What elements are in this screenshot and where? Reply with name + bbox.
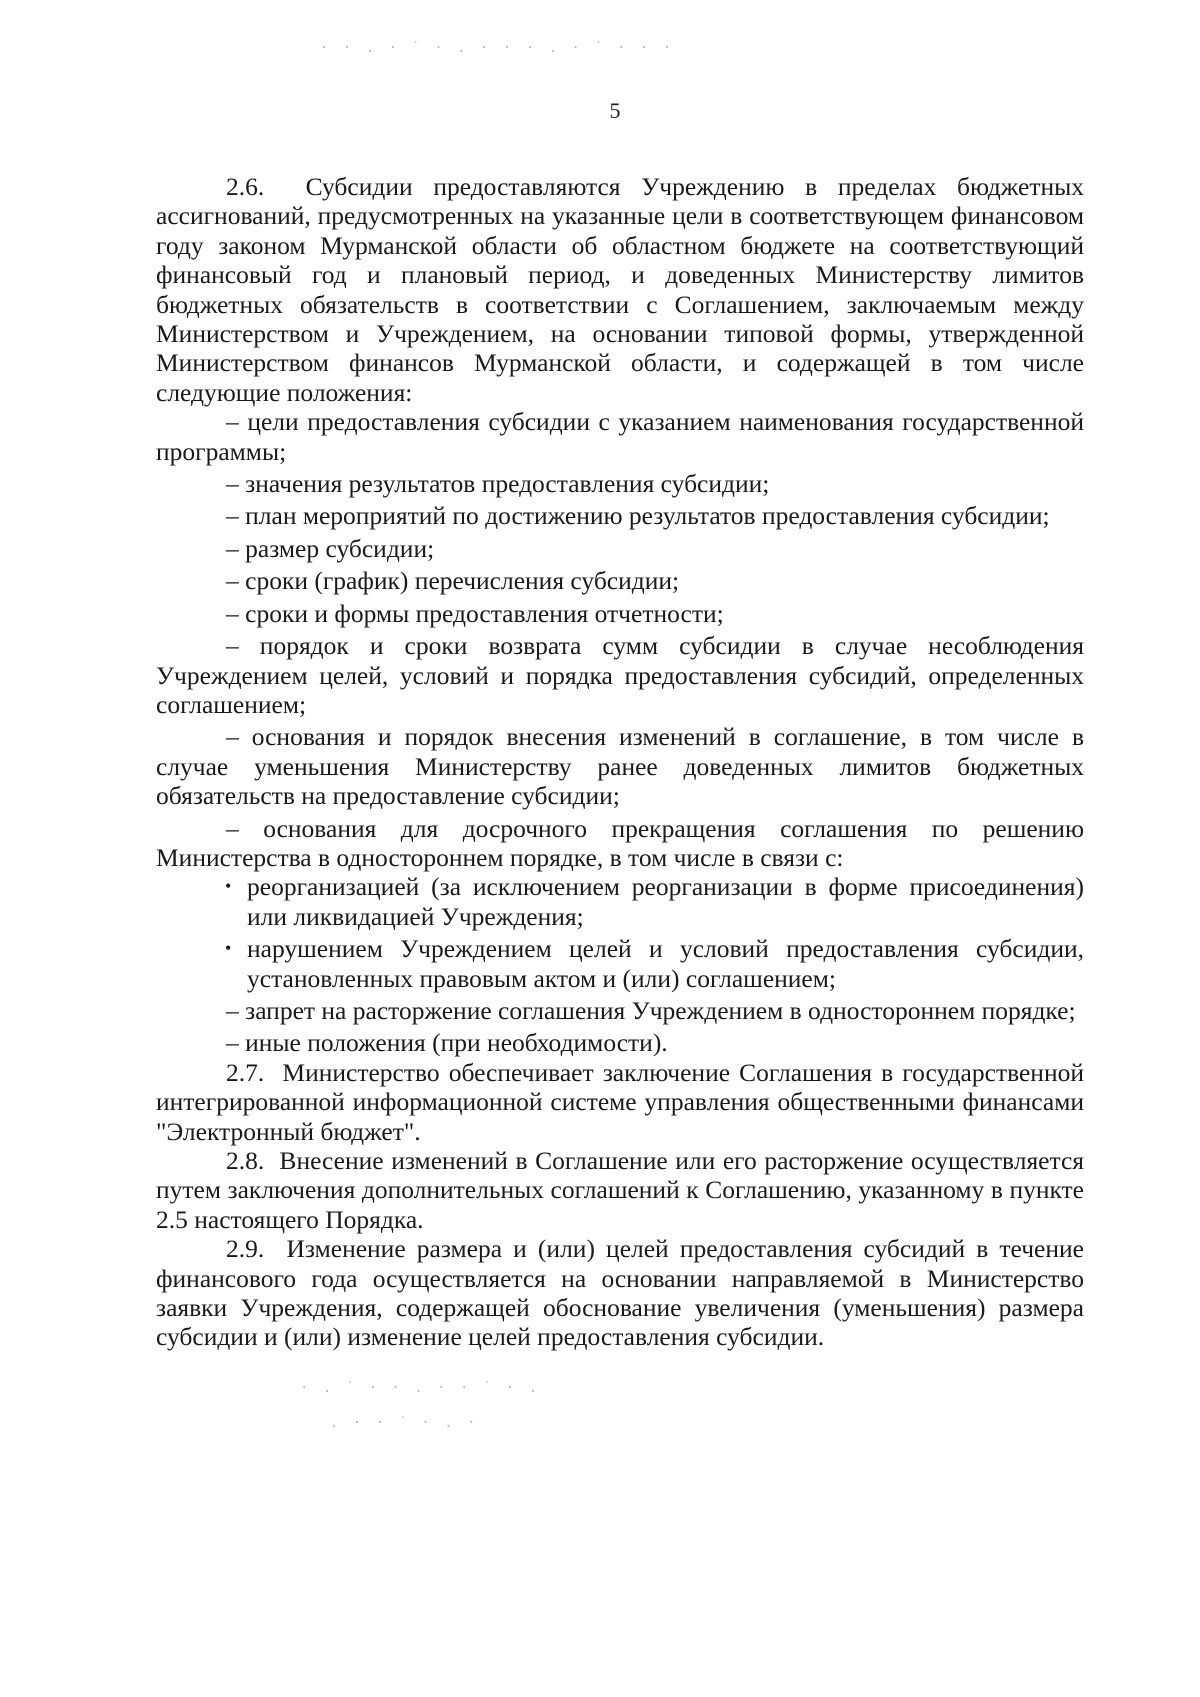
provision-item: – план мероприятий по достижению результатов предоставления субсидии;	[226, 501, 1050, 531]
bullet-item	[225, 934, 1084, 993]
clause-2-9: 2.9. Изменение размера и (или) целей предоставления субсидий в течение финансового года осуществляется на основании направляемой в Министерство заявки Учреждения, содержащей обоснование увеличения (уменьшения) размера субсидии и (или) изменение целей предоставления субсидии.	[156, 1234, 1084, 1352]
scan-noise: . · · ˙ · . ·	[330, 1415, 479, 1431]
provision-item: – запрет на расторжение соглашения Учреждением в одностороннем порядке;	[226, 995, 1076, 1025]
bullet-text: реорганизацией (за исключением реорганизации в форме присоединения) или ликвидацией Учреждения;	[247, 872, 1084, 931]
provision-item: – размер субсидии;	[226, 533, 435, 563]
bullet-item	[225, 872, 1084, 931]
page-number: 5	[609, 98, 621, 123]
provision-item: – сроки и формы предоставления отчетности;	[226, 598, 724, 628]
clause-2-8: 2.8. Внесение изменений в Соглашение или его расторжение осуществляется путем заключения дополнительных соглашений к Соглашению, указанному в пункте 2.5 настоящего Порядка.	[156, 1146, 1084, 1234]
provision-item: – основания и порядок внесения изменений в соглашение, в том числе в случае уменьшения Министерству ранее доведенных лимитов бюджетных обязательств на предоставление субсидии;	[156, 722, 1084, 811]
provision-item: – основания для досрочного прекращения соглашения по решению Министерства в одностороннем порядке, в том числе в связи с:	[156, 813, 1084, 872]
provision-item: – иные положения (при необходимости).	[226, 1028, 668, 1058]
bullet-icon: •	[225, 938, 232, 959]
provision-item: – сроки (график) перечисления субсидии;	[226, 566, 680, 596]
provision-item: – цели предоставления субсидии с указанием наименования государственной программы;	[156, 407, 1084, 466]
provision-item: – порядок и сроки возврата сумм субсидии в случае несоблюдения Учреждением целей, условий и порядка предоставления субсидий, определенных соглашением;	[156, 631, 1084, 719]
provision-item: – значения результатов предоставления субсидии;	[226, 469, 770, 499]
scan-noise: · . ˙ · · . · · ˙ · .	[300, 1380, 541, 1396]
scan-noise: · · . · ˙ · . · · · . · ˙ · · ·	[320, 40, 675, 56]
document-body	[156, 172, 1084, 1352]
clause-2-7: 2.7. Министерство обеспечивает заключение Соглашения в государственной интегрированной информационной системе управления общественными финансами "Электронный бюджет".	[156, 1057, 1084, 1146]
clause-2-6: 2.6. Субсидии предоставляются Учреждению в пределах бюджетных ассигнований, предусмотренных на указанные цели в соответствующем финансовом году законом Мурманской области об областном бюджете на соответствующий финансовый год и плановый период, и доведенных Министерству лимитов бюджетных обязательств в соответствии с Соглашением, заключаемым между Министерством и Учреждением, на основании типовой формы, утвержденной Министерством финансов Мурманской области, и содержащей в том числе следующие положения:	[156, 172, 1084, 407]
bullet-icon: •	[225, 876, 232, 897]
bullet-text: нарушением Учреждением целей и условий предоставления субсидии, установленных правовым актом и (или) соглашением;	[247, 934, 1084, 993]
